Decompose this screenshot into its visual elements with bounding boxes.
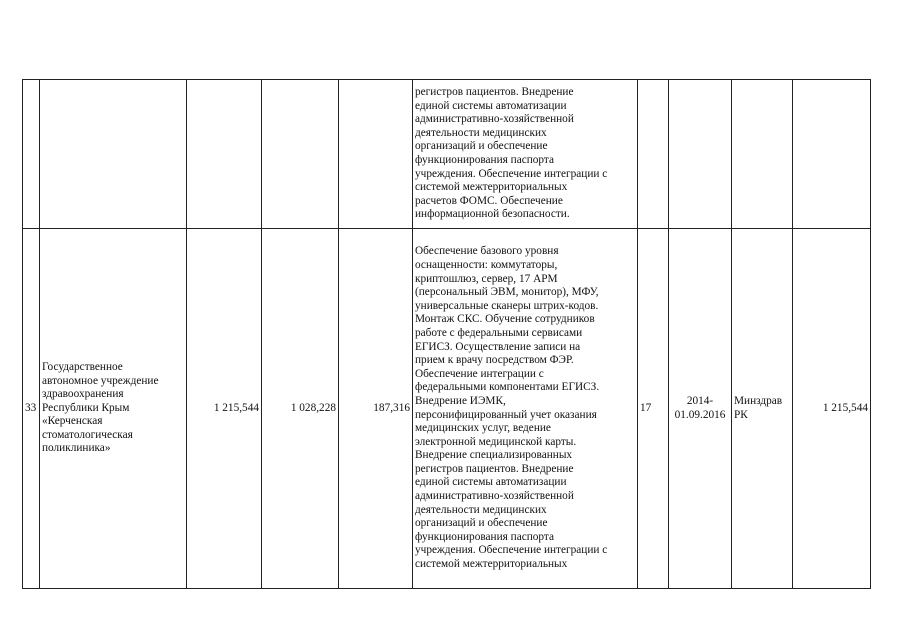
amount-regional-cell [339,80,413,229]
amount-total-cell: 1 215,544 [187,229,262,589]
description-line: работе с федеральными сервисами [415,326,583,339]
organization-line: стоматологическая [42,428,133,441]
amount-regional-cell: 187,316 [339,229,413,589]
amount-federal-cell [262,80,339,229]
funding-table [22,79,871,589]
description-line: Монтаж СКС. Обучение сотрудников [415,313,595,326]
total-cell: 1 215,544 [793,229,871,589]
description-line: административно-хозяйственной [415,113,574,126]
executor-cell [732,80,793,229]
description-line: прием к врачу посредством ФЭР. [415,354,574,367]
total-cell [793,80,871,229]
period-cell [669,229,732,589]
table-row [23,229,871,589]
period-end: 01.09.2016 [674,408,726,421]
description-line: системой межтерриториальных [415,558,568,571]
description-line: федеральными компонентами ЕГИСЗ. [415,381,600,394]
description-line: единой системы автоматизации [415,99,567,112]
description-line: Обеспечение интеграции с [415,367,544,380]
amount-federal-cell: 1 028,228 [262,229,339,589]
description-line: учреждения. Обеспечение интеграции с [415,167,608,180]
description-line: административно-хозяйственной [415,490,574,503]
organization-cell [40,229,187,589]
description-cell [413,229,638,589]
description-line: Обеспечение базового уровня [415,245,559,258]
organization-cell [40,80,187,229]
description-cell [413,80,638,229]
description-line: функционирования паспорта [415,530,555,543]
description-line: электронной медицинской карты. [415,435,577,448]
description-line: учреждения. Обеспечение интеграции с [415,544,608,557]
organization-line: автономное учреждение [42,374,159,387]
description-line: расчетов ФОМС. Обеспечение [415,194,563,207]
organization-line: поликлиника» [42,442,111,455]
description-line: деятельности медицинских [415,503,547,516]
table-row [23,80,871,229]
amount-total-cell [187,80,262,229]
period-start: 2014- [686,394,714,407]
period-cell [669,80,732,229]
description-line: ЕГИСЗ. Осуществление записи на [415,340,581,353]
description-line: регистров пациентов. Внедрение [415,462,574,475]
description-line: медицинских услуг, ведение [415,422,551,435]
organization-line: Государственное [42,360,123,373]
executor-line: Минздрав [734,394,783,407]
description-line: оснащенности: коммутаторы, [415,258,558,271]
arm-count-cell [638,80,669,229]
description-line: функционирования паспорта [415,154,555,166]
organization-line: «Керченская [42,415,103,428]
description-line: универсальные сканеры штрих-кодов. [415,299,599,312]
description-line: деятельности медицинских [415,126,547,139]
description-line: регистров пациентов. Внедрение [415,86,574,99]
description-line: Внедрение специализированных [415,449,573,462]
description-line: криптошлюз, сервер, 17 АРМ [415,272,558,285]
description-line: организаций и обеспечение [415,517,548,530]
description-line: Внедрение ИЭМК, [415,394,506,407]
description-line: системой межтерриториальных [415,181,568,194]
organization-line: здравоохранения [42,388,124,401]
organization-line: Республики Крым [42,401,130,414]
description-line: персонифицированный учет оказания [415,408,597,421]
description-line: единой системы автоматизации [415,476,567,489]
row-number: 33 [23,229,40,589]
description-line: организаций и обеспечение [415,140,548,153]
description-line: (персональный ЭВМ, монитор), МФУ, [415,286,599,299]
executor-cell [732,229,793,589]
arm-count-cell: 17 [638,229,669,589]
executor-line: РК [734,408,748,421]
description-line: информационной безопасности. [415,208,570,221]
row-number [23,80,40,229]
